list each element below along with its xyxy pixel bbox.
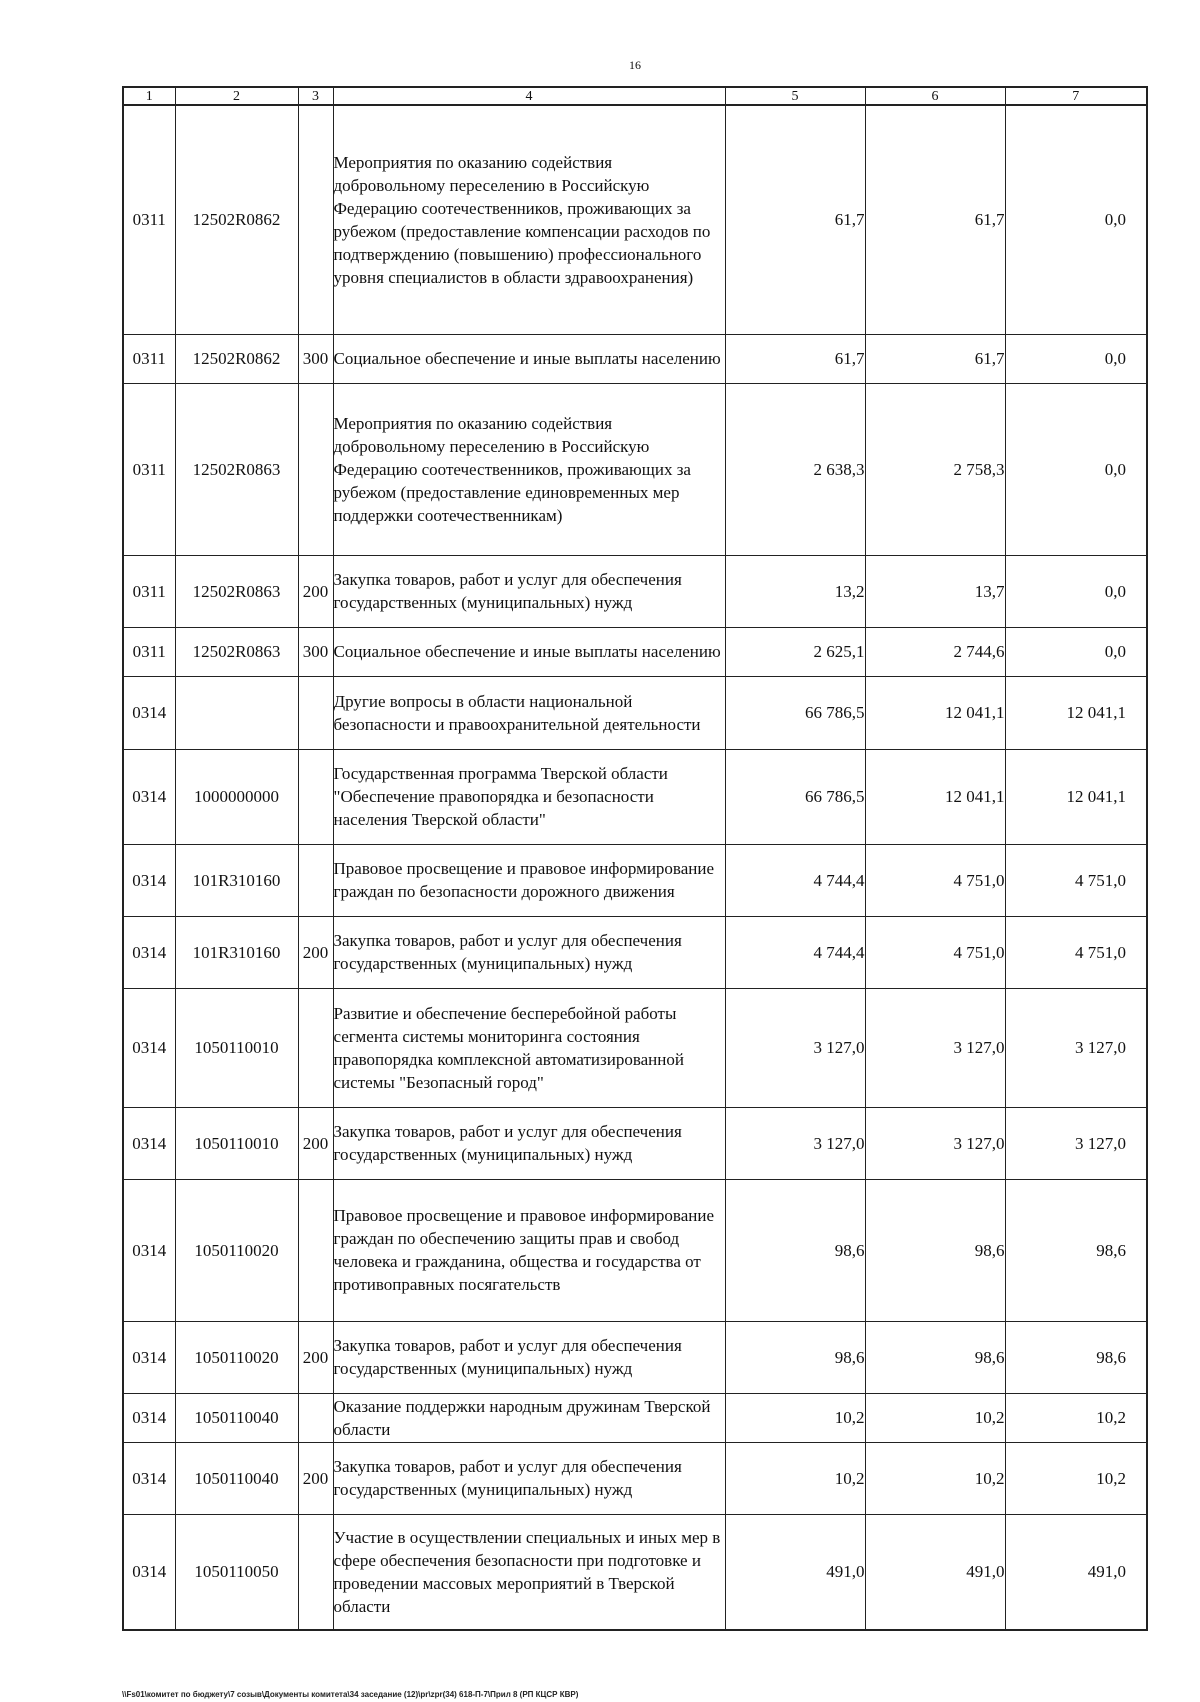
target-article-code: 12502R0862 xyxy=(175,334,298,383)
section-code: 0311 xyxy=(123,383,175,555)
amount-col7: 4 751,0 xyxy=(1005,844,1147,916)
target-article-code xyxy=(175,676,298,749)
target-article-code: 1050110010 xyxy=(175,1107,298,1179)
item-description: Закупка товаров, работ и услуг для обеспечения государственных (муниципальных) нужд xyxy=(333,916,725,988)
amount-col6: 61,7 xyxy=(865,105,1005,334)
amount-col6: 2 758,3 xyxy=(865,383,1005,555)
amount-col5: 10,2 xyxy=(725,1393,865,1442)
target-article-code: 12502R0862 xyxy=(175,105,298,334)
amount-col5: 61,7 xyxy=(725,334,865,383)
expense-type-code xyxy=(298,383,333,555)
amount-col6: 10,2 xyxy=(865,1442,1005,1514)
column-number-row xyxy=(123,87,1147,105)
section-code: 0314 xyxy=(123,749,175,844)
expense-type-code: 300 xyxy=(298,334,333,383)
expense-type-code xyxy=(298,988,333,1107)
item-description: Развитие и обеспечение бесперебойной работы сегмента системы мониторинга состояния правопорядка комплексной автоматизированной системы "Безопасный город" xyxy=(333,988,725,1107)
section-code: 0314 xyxy=(123,1321,175,1393)
amount-col5: 10,2 xyxy=(725,1442,865,1514)
expense-type-code xyxy=(298,1393,333,1442)
section-code: 0314 xyxy=(123,676,175,749)
table-row xyxy=(123,1514,1147,1630)
section-code: 0314 xyxy=(123,1442,175,1514)
amount-col5: 66 786,5 xyxy=(725,676,865,749)
amount-col7: 0,0 xyxy=(1005,105,1147,334)
expense-type-code: 200 xyxy=(298,1442,333,1514)
amount-col7: 0,0 xyxy=(1005,555,1147,627)
amount-col5: 4 744,4 xyxy=(725,916,865,988)
expense-type-code xyxy=(298,844,333,916)
amount-col7: 4 751,0 xyxy=(1005,916,1147,988)
amount-col6: 10,2 xyxy=(865,1393,1005,1442)
column-header: 4 xyxy=(333,87,725,105)
target-article-code: 1000000000 xyxy=(175,749,298,844)
section-code: 0314 xyxy=(123,1179,175,1321)
section-code: 0311 xyxy=(123,334,175,383)
target-article-code: 12502R0863 xyxy=(175,383,298,555)
expense-type-code xyxy=(298,749,333,844)
item-description: Закупка товаров, работ и услуг для обеспечения государственных (муниципальных) нужд xyxy=(333,555,725,627)
expense-type-code: 200 xyxy=(298,1321,333,1393)
item-description: Мероприятия по оказанию содействия добровольному переселению в Российскую Федерацию соотечественников, проживающих за рубежом (предоставление компенсации расходов по подтверждению (повышению) профессионального уровня специалистов в области здравоохранения) xyxy=(333,105,725,334)
amount-col5: 61,7 xyxy=(725,105,865,334)
amount-col6: 3 127,0 xyxy=(865,988,1005,1107)
section-code: 0311 xyxy=(123,627,175,676)
table-row xyxy=(123,844,1147,916)
amount-col7: 491,0 xyxy=(1005,1514,1147,1630)
table-row xyxy=(123,555,1147,627)
target-article-code: 101R310160 xyxy=(175,844,298,916)
expense-type-code xyxy=(298,1514,333,1630)
table-row xyxy=(123,105,1147,334)
table-row xyxy=(123,1107,1147,1179)
expense-type-code xyxy=(298,676,333,749)
amount-col5: 491,0 xyxy=(725,1514,865,1630)
expense-type-code: 200 xyxy=(298,916,333,988)
item-description: Социальное обеспечение и иные выплаты населению xyxy=(333,334,725,383)
table-row xyxy=(123,988,1147,1107)
amount-col6: 12 041,1 xyxy=(865,676,1005,749)
amount-col5: 66 786,5 xyxy=(725,749,865,844)
item-description: Правовое просвещение и правовое информирование граждан по обеспечению защиты прав и свобод человека и гражданина, общества и государства от противоправных посягательств xyxy=(333,1179,725,1321)
item-description: Закупка товаров, работ и услуг для обеспечения государственных (муниципальных) нужд xyxy=(333,1442,725,1514)
amount-col5: 3 127,0 xyxy=(725,988,865,1107)
amount-col6: 61,7 xyxy=(865,334,1005,383)
amount-col6: 98,6 xyxy=(865,1321,1005,1393)
column-header: 1 xyxy=(123,87,175,105)
amount-col7: 3 127,0 xyxy=(1005,988,1147,1107)
section-code: 0314 xyxy=(123,844,175,916)
table-row xyxy=(123,1442,1147,1514)
item-description: Другие вопросы в области национальной безопасности и правоохранительной деятельности xyxy=(333,676,725,749)
table-row xyxy=(123,676,1147,749)
target-article-code: 1050110040 xyxy=(175,1442,298,1514)
expense-type-code xyxy=(298,105,333,334)
item-description: Закупка товаров, работ и услуг для обеспечения государственных (муниципальных) нужд xyxy=(333,1321,725,1393)
amount-col5: 2 625,1 xyxy=(725,627,865,676)
amount-col5: 3 127,0 xyxy=(725,1107,865,1179)
item-description: Оказание поддержки народным дружинам Тверской области xyxy=(333,1393,725,1442)
target-article-code: 101R310160 xyxy=(175,916,298,988)
section-code: 0314 xyxy=(123,916,175,988)
item-description: Участие в осуществлении специальных и иных мер в сфере обеспечения безопасности при подготовке и проведении массовых мероприятий в Тверской области xyxy=(333,1514,725,1630)
expense-type-code: 300 xyxy=(298,627,333,676)
amount-col7: 12 041,1 xyxy=(1005,676,1147,749)
item-description: Правовое просвещение и правовое информирование граждан по безопасности дорожного движения xyxy=(333,844,725,916)
amount-col5: 98,6 xyxy=(725,1179,865,1321)
item-description: Государственная программа Тверской области "Обеспечение правопорядка и безопасности населения Тверской области" xyxy=(333,749,725,844)
target-article-code: 1050110040 xyxy=(175,1393,298,1442)
amount-col6: 98,6 xyxy=(865,1179,1005,1321)
amount-col7: 12 041,1 xyxy=(1005,749,1147,844)
table-row xyxy=(123,916,1147,988)
amount-col6: 4 751,0 xyxy=(865,844,1005,916)
amount-col5: 2 638,3 xyxy=(725,383,865,555)
amount-col6: 4 751,0 xyxy=(865,916,1005,988)
section-code: 0314 xyxy=(123,1514,175,1630)
amount-col6: 3 127,0 xyxy=(865,1107,1005,1179)
amount-col7: 98,6 xyxy=(1005,1321,1147,1393)
table-row xyxy=(123,627,1147,676)
expense-type-code: 200 xyxy=(298,555,333,627)
table-row xyxy=(123,1179,1147,1321)
amount-col7: 98,6 xyxy=(1005,1179,1147,1321)
amount-col5: 98,6 xyxy=(725,1321,865,1393)
table-row xyxy=(123,1393,1147,1442)
table-row xyxy=(123,334,1147,383)
amount-col7: 0,0 xyxy=(1005,334,1147,383)
table-row xyxy=(123,749,1147,844)
column-header: 2 xyxy=(175,87,298,105)
section-code: 0311 xyxy=(123,555,175,627)
item-description: Закупка товаров, работ и услуг для обеспечения государственных (муниципальных) нужд xyxy=(333,1107,725,1179)
item-description: Социальное обеспечение и иные выплаты населению xyxy=(333,627,725,676)
target-article-code: 12502R0863 xyxy=(175,627,298,676)
amount-col6: 13,7 xyxy=(865,555,1005,627)
section-code: 0314 xyxy=(123,988,175,1107)
amount-col6: 2 744,6 xyxy=(865,627,1005,676)
column-header: 7 xyxy=(1005,87,1147,105)
amount-col7: 10,2 xyxy=(1005,1393,1147,1442)
amount-col6: 491,0 xyxy=(865,1514,1005,1630)
budget-table xyxy=(122,86,1148,1631)
expense-type-code: 200 xyxy=(298,1107,333,1179)
target-article-code: 1050110020 xyxy=(175,1321,298,1393)
column-header: 5 xyxy=(725,87,865,105)
amount-col5: 13,2 xyxy=(725,555,865,627)
item-description: Мероприятия по оказанию содействия добровольному переселению в Российскую Федерацию соотечественников, проживающих за рубежом (предоставление единовременных мер поддержки соотечественникам) xyxy=(333,383,725,555)
section-code: 0311 xyxy=(123,105,175,334)
table-row xyxy=(123,383,1147,555)
section-code: 0314 xyxy=(123,1393,175,1442)
target-article-code: 1050110020 xyxy=(175,1179,298,1321)
column-header: 6 xyxy=(865,87,1005,105)
amount-col6: 12 041,1 xyxy=(865,749,1005,844)
column-header: 3 xyxy=(298,87,333,105)
file-path-footer: \\Fs01\комитет по бюджету\7 созыв\Документы комитета\34 заседание (12)\pr\zpr(34) 618-П-7\Прил 8 (РП КЦСР КВР) xyxy=(122,1690,579,1699)
amount-col5: 4 744,4 xyxy=(725,844,865,916)
amount-col7: 10,2 xyxy=(1005,1442,1147,1514)
target-article-code: 1050110010 xyxy=(175,988,298,1107)
expense-type-code xyxy=(298,1179,333,1321)
amount-col7: 0,0 xyxy=(1005,383,1147,555)
target-article-code: 12502R0863 xyxy=(175,555,298,627)
section-code: 0314 xyxy=(123,1107,175,1179)
amount-col7: 3 127,0 xyxy=(1005,1107,1147,1179)
page-number: 16 xyxy=(629,58,641,72)
table-row xyxy=(123,1321,1147,1393)
amount-col7: 0,0 xyxy=(1005,627,1147,676)
target-article-code: 1050110050 xyxy=(175,1514,298,1630)
